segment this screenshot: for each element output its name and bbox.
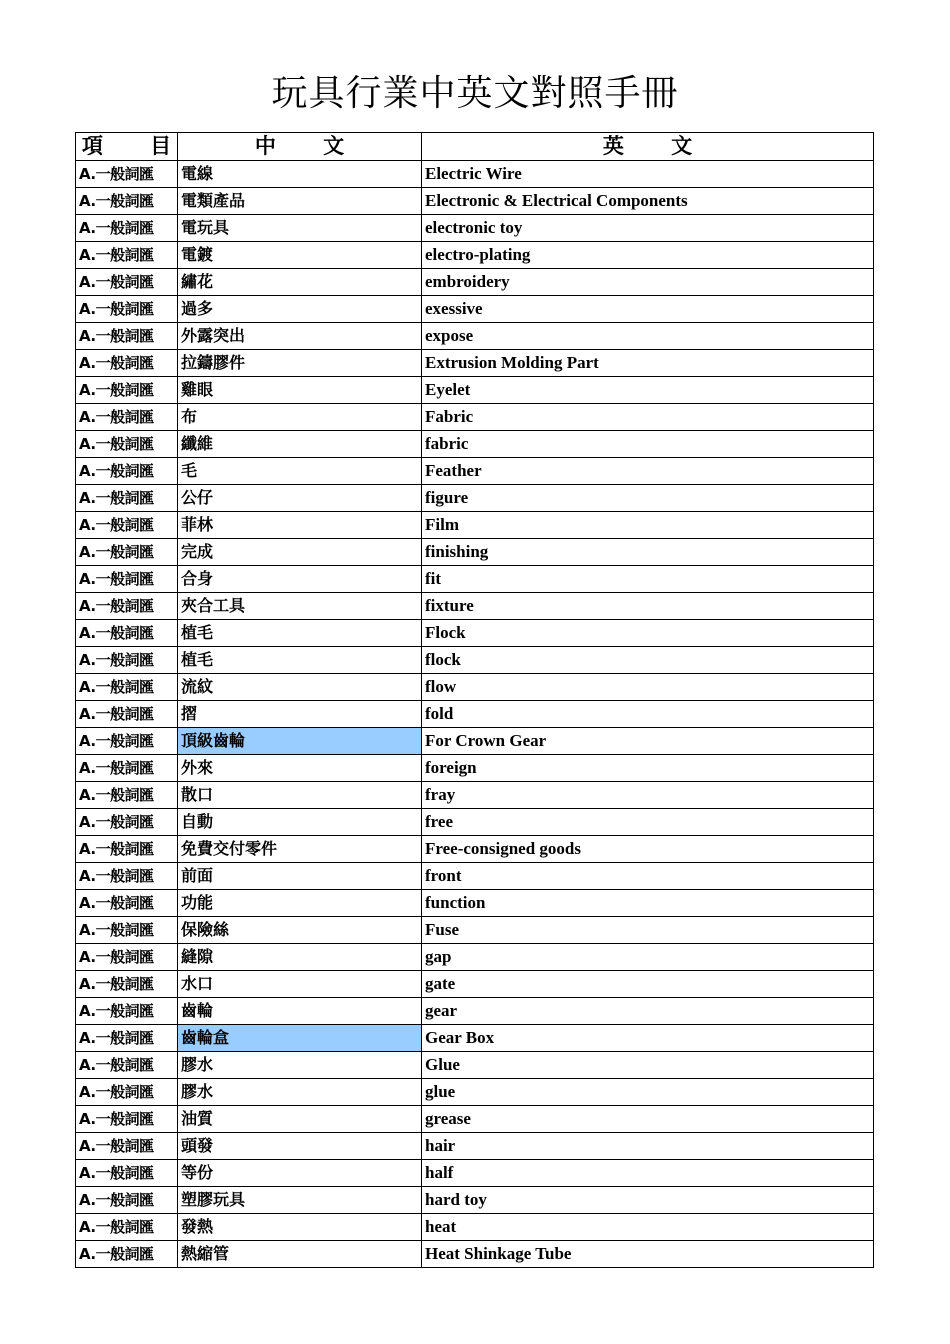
table-row <box>76 458 874 485</box>
chinese-term-cell: 保險絲 <box>178 917 422 944</box>
english-term-cell: gate <box>422 971 874 998</box>
english-term-cell: function <box>422 890 874 917</box>
category-cell: A.一般詞匯 <box>76 1160 178 1187</box>
table-row <box>76 566 874 593</box>
category-cell: A.一般詞匯 <box>76 1052 178 1079</box>
table-row <box>76 377 874 404</box>
table-row <box>76 1187 874 1214</box>
chinese-term-cell: 水口 <box>178 971 422 998</box>
english-term-cell: fabric <box>422 431 874 458</box>
english-term-cell: gear <box>422 998 874 1025</box>
category-cell: A.一般詞匯 <box>76 1187 178 1214</box>
category-cell: A.一般詞匯 <box>76 998 178 1025</box>
table-row <box>76 1079 874 1106</box>
category-cell: A.一般詞匯 <box>76 674 178 701</box>
table-row <box>76 782 874 809</box>
category-cell: A.一般詞匯 <box>76 1025 178 1052</box>
category-cell: A.一般詞匯 <box>76 1214 178 1241</box>
table-row <box>76 215 874 242</box>
table-row <box>76 647 874 674</box>
category-cell: A.一般詞匯 <box>76 242 178 269</box>
english-term-cell: finishing <box>422 539 874 566</box>
category-cell: A.一般詞匯 <box>76 296 178 323</box>
category-cell: A.一般詞匯 <box>76 647 178 674</box>
english-term-cell: Gear Box <box>422 1025 874 1052</box>
chinese-term-cell: 拉鑄膠件 <box>178 350 422 377</box>
chinese-term-cell: 頂級齒輪 <box>178 728 422 755</box>
chinese-term-cell: 電鍍 <box>178 242 422 269</box>
table-row <box>76 485 874 512</box>
category-cell: A.一般詞匯 <box>76 944 178 971</box>
category-cell: A.一般詞匯 <box>76 188 178 215</box>
english-term-cell: foreign <box>422 755 874 782</box>
column-header-chinese: 中 文 <box>178 133 422 161</box>
chinese-term-cell: 毛 <box>178 458 422 485</box>
chinese-term-cell: 流紋 <box>178 674 422 701</box>
category-cell: A.一般詞匯 <box>76 728 178 755</box>
chinese-term-cell: 免費交付零件 <box>178 836 422 863</box>
english-term-cell: Fuse <box>422 917 874 944</box>
english-term-cell: front <box>422 863 874 890</box>
english-term-cell: Free-consigned goods <box>422 836 874 863</box>
table-row <box>76 161 874 188</box>
chinese-term-cell: 功能 <box>178 890 422 917</box>
category-cell: A.一般詞匯 <box>76 836 178 863</box>
chinese-term-cell: 頭發 <box>178 1133 422 1160</box>
chinese-term-cell: 塑膠玩具 <box>178 1187 422 1214</box>
english-term-cell: fray <box>422 782 874 809</box>
category-cell: A.一般詞匯 <box>76 593 178 620</box>
table-row <box>76 863 874 890</box>
english-term-cell: flow <box>422 674 874 701</box>
category-cell: A.一般詞匯 <box>76 566 178 593</box>
chinese-term-cell: 外來 <box>178 755 422 782</box>
chinese-term-cell: 夾合工具 <box>178 593 422 620</box>
table-row <box>76 836 874 863</box>
table-row <box>76 296 874 323</box>
chinese-term-cell: 膠水 <box>178 1079 422 1106</box>
category-cell: A.一般詞匯 <box>76 971 178 998</box>
chinese-term-cell: 發熱 <box>178 1214 422 1241</box>
table-row <box>76 944 874 971</box>
table-row <box>76 971 874 998</box>
english-term-cell: Film <box>422 512 874 539</box>
chinese-term-cell: 齒輪盒 <box>178 1025 422 1052</box>
chinese-term-cell: 齒輪 <box>178 998 422 1025</box>
table-row <box>76 1241 874 1268</box>
category-cell: A.一般詞匯 <box>76 323 178 350</box>
english-term-cell: electronic toy <box>422 215 874 242</box>
table-row <box>76 188 874 215</box>
table-row <box>76 998 874 1025</box>
category-cell: A.一般詞匯 <box>76 161 178 188</box>
column-header-category: 項 目 <box>76 133 178 161</box>
chinese-term-cell: 等份 <box>178 1160 422 1187</box>
chinese-term-cell: 膠水 <box>178 1052 422 1079</box>
table-row <box>76 431 874 458</box>
category-cell: A.一般詞匯 <box>76 809 178 836</box>
chinese-term-cell: 完成 <box>178 539 422 566</box>
category-cell: A.一般詞匯 <box>76 1241 178 1268</box>
category-cell: A.一般詞匯 <box>76 1133 178 1160</box>
table-body <box>76 161 874 1268</box>
english-term-cell: free <box>422 809 874 836</box>
chinese-term-cell: 電玩具 <box>178 215 422 242</box>
category-cell: A.一般詞匯 <box>76 1079 178 1106</box>
chinese-term-cell: 布 <box>178 404 422 431</box>
glossary-table <box>75 132 874 1268</box>
table-row <box>76 1025 874 1052</box>
english-term-cell: Glue <box>422 1052 874 1079</box>
category-cell: A.一般詞匯 <box>76 431 178 458</box>
english-term-cell: Electronic & Electrical Components <box>422 188 874 215</box>
english-term-cell: hair <box>422 1133 874 1160</box>
category-cell: A.一般詞匯 <box>76 890 178 917</box>
chinese-term-cell: 前面 <box>178 863 422 890</box>
chinese-term-cell: 合身 <box>178 566 422 593</box>
category-cell: A.一般詞匯 <box>76 377 178 404</box>
category-cell: A.一般詞匯 <box>76 269 178 296</box>
english-term-cell: flock <box>422 647 874 674</box>
english-term-cell: electro-plating <box>422 242 874 269</box>
chinese-term-cell: 電類產品 <box>178 188 422 215</box>
chinese-term-cell: 外露突出 <box>178 323 422 350</box>
category-cell: A.一般詞匯 <box>76 782 178 809</box>
english-term-cell: gap <box>422 944 874 971</box>
category-cell: A.一般詞匯 <box>76 215 178 242</box>
chinese-term-cell: 電線 <box>178 161 422 188</box>
english-term-cell: embroidery <box>422 269 874 296</box>
table-row <box>76 1052 874 1079</box>
english-term-cell: Electric Wire <box>422 161 874 188</box>
table-row <box>76 350 874 377</box>
chinese-term-cell: 菲林 <box>178 512 422 539</box>
category-cell: A.一般詞匯 <box>76 404 178 431</box>
table-row <box>76 674 874 701</box>
category-cell: A.一般詞匯 <box>76 755 178 782</box>
english-term-cell: expose <box>422 323 874 350</box>
english-term-cell: hard toy <box>422 1187 874 1214</box>
english-term-cell: glue <box>422 1079 874 1106</box>
chinese-term-cell: 過多 <box>178 296 422 323</box>
category-cell: A.一般詞匯 <box>76 863 178 890</box>
table-row <box>76 323 874 350</box>
category-cell: A.一般詞匯 <box>76 620 178 647</box>
category-cell: A.一般詞匯 <box>76 458 178 485</box>
table-row <box>76 620 874 647</box>
table-row <box>76 917 874 944</box>
english-term-cell: Heat Shinkage Tube <box>422 1241 874 1268</box>
table-row <box>76 728 874 755</box>
table-row <box>76 242 874 269</box>
chinese-term-cell: 繡花 <box>178 269 422 296</box>
english-term-cell: heat <box>422 1214 874 1241</box>
chinese-term-cell: 熱縮管 <box>178 1241 422 1268</box>
category-cell: A.一般詞匯 <box>76 539 178 566</box>
english-term-cell: figure <box>422 485 874 512</box>
chinese-term-cell: 自動 <box>178 809 422 836</box>
english-term-cell: fixture <box>422 593 874 620</box>
english-term-cell: half <box>422 1160 874 1187</box>
table-row <box>76 701 874 728</box>
category-cell: A.一般詞匯 <box>76 917 178 944</box>
english-term-cell: For Crown Gear <box>422 728 874 755</box>
table-row <box>76 512 874 539</box>
category-cell: A.一般詞匯 <box>76 350 178 377</box>
chinese-term-cell: 散口 <box>178 782 422 809</box>
chinese-term-cell: 纖維 <box>178 431 422 458</box>
chinese-term-cell: 摺 <box>178 701 422 728</box>
english-term-cell: Feather <box>422 458 874 485</box>
chinese-term-cell: 縫隙 <box>178 944 422 971</box>
english-term-cell: Flock <box>422 620 874 647</box>
category-cell: A.一般詞匯 <box>76 485 178 512</box>
table-row <box>76 593 874 620</box>
table-row <box>76 1160 874 1187</box>
english-term-cell: Extrusion Molding Part <box>422 350 874 377</box>
table-row <box>76 1133 874 1160</box>
table-row <box>76 539 874 566</box>
table-header-row <box>76 133 874 161</box>
chinese-term-cell: 植毛 <box>178 647 422 674</box>
english-term-cell: grease <box>422 1106 874 1133</box>
table-row <box>76 269 874 296</box>
chinese-term-cell: 植毛 <box>178 620 422 647</box>
english-term-cell: Eyelet <box>422 377 874 404</box>
table-row <box>76 1106 874 1133</box>
category-cell: A.一般詞匯 <box>76 701 178 728</box>
english-term-cell: fold <box>422 701 874 728</box>
table-row <box>76 809 874 836</box>
table-row <box>76 755 874 782</box>
chinese-term-cell: 公仔 <box>178 485 422 512</box>
chinese-term-cell: 雞眼 <box>178 377 422 404</box>
english-term-cell: Fabric <box>422 404 874 431</box>
table-row <box>76 1214 874 1241</box>
table-row <box>76 404 874 431</box>
chinese-term-cell: 油質 <box>178 1106 422 1133</box>
english-term-cell: fit <box>422 566 874 593</box>
column-header-english: 英 文 <box>422 133 874 161</box>
page-title: 玩具行業中英文對照手冊 <box>271 73 679 114</box>
category-cell: A.一般詞匯 <box>76 512 178 539</box>
category-cell: A.一般詞匯 <box>76 1106 178 1133</box>
english-term-cell: exessive <box>422 296 874 323</box>
table-row <box>76 890 874 917</box>
